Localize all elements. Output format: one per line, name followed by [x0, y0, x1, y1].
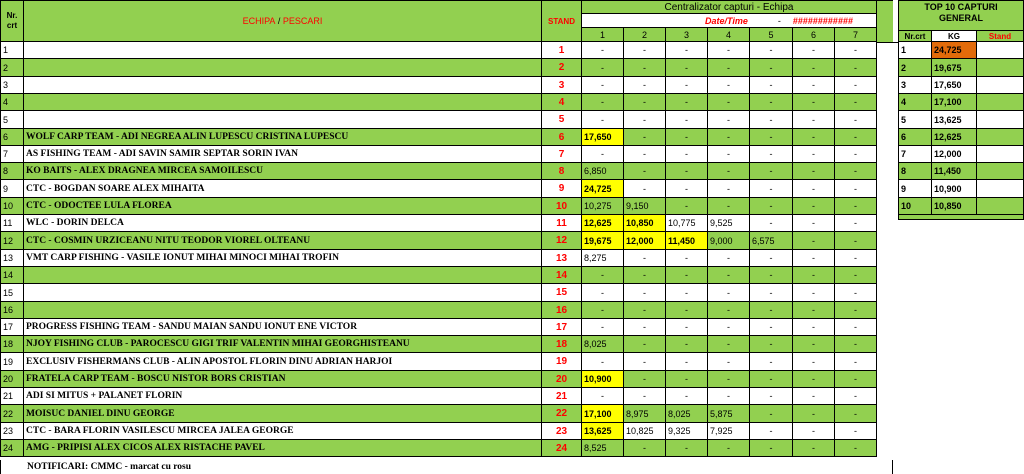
- row-4-catch-5: -: [750, 94, 793, 111]
- row-10-catch-5: -: [750, 198, 793, 215]
- row-24-catch-2: -: [624, 440, 666, 457]
- top10-row-9-stand: [977, 180, 1024, 198]
- row-20-catch-4: -: [708, 371, 750, 388]
- notice-row: [0, 460, 893, 474]
- row-19-nr: 19: [0, 353, 24, 371]
- row-15-catch-3: -: [666, 284, 708, 302]
- row-2-catch-5: -: [750, 59, 793, 77]
- row-18-nr: 18: [0, 336, 24, 353]
- column-header-2: 2: [624, 28, 666, 42]
- row-2-catch-3: -: [666, 59, 708, 77]
- row-17-catch-2: -: [624, 319, 666, 336]
- row-6-catch-4: -: [708, 129, 750, 146]
- row-9-catch-1: 24,725: [582, 180, 624, 198]
- row-15-nr: 15: [0, 284, 24, 302]
- row-3-catch-4: -: [708, 77, 750, 94]
- row-9-catch-7: -: [835, 180, 877, 198]
- row-12-catch-4: 9,000: [708, 232, 750, 250]
- row-18-catch-1: 8,025: [582, 336, 624, 353]
- row-9-catch-5: -: [750, 180, 793, 198]
- row-2-catch-4: -: [708, 59, 750, 77]
- row-22-stand: 22: [542, 405, 582, 423]
- row-10-catch-4: -: [708, 198, 750, 215]
- row-15-catch-4: -: [708, 284, 750, 302]
- row-17-catch-1: -: [582, 319, 624, 336]
- row-7-catch-6: -: [793, 146, 835, 163]
- row-4-stand: 4: [542, 94, 582, 111]
- row-11-nr: 11: [0, 215, 24, 232]
- row-2-catch-7: -: [835, 59, 877, 77]
- row-8-catch-7: -: [835, 163, 877, 180]
- top10-col-kg: KG: [932, 30, 977, 42]
- row-13-catch-6: -: [793, 250, 835, 267]
- row-20-team: FRATELA CARP TEAM - BOSCU NISTOR BORS CRISTIAN: [24, 371, 542, 388]
- row-14-team: [24, 267, 542, 284]
- column-header-1: 1: [582, 28, 624, 42]
- row-3-catch-3: -: [666, 77, 708, 94]
- top10-title-line1: TOP 10 CAPTURI: [924, 2, 998, 12]
- row-4-catch-4: -: [708, 94, 750, 111]
- row-23-catch-3: 9,325: [666, 423, 708, 440]
- row-22-catch-6: -: [793, 405, 835, 423]
- header-date-label: Date/Time: [705, 15, 748, 26]
- row-7-catch-7: -: [835, 146, 877, 163]
- row-17-catch-7: -: [835, 319, 877, 336]
- row-3-catch-7: -: [835, 77, 877, 94]
- row-1-catch-3: -: [666, 42, 708, 59]
- row-10-catch-1: 10,275: [582, 198, 624, 215]
- column-header-7: 7: [835, 28, 877, 42]
- row-22-catch-2: 8,975: [624, 405, 666, 423]
- row-16-nr: 16: [0, 302, 24, 319]
- header-team: [24, 0, 542, 42]
- row-13-catch-2: -: [624, 250, 666, 267]
- row-12-catch-5: 6,575: [750, 232, 793, 250]
- row-13-catch-5: -: [750, 250, 793, 267]
- row-4-nr: 4: [0, 94, 24, 111]
- row-11-catch-4: 9,525: [708, 215, 750, 232]
- top10-connector-line: [877, 42, 898, 43]
- row-10-team: CTC - ODOCTEE LULA FLOREA: [24, 198, 542, 215]
- row-9-catch-2: -: [624, 180, 666, 198]
- row-14-stand: 14: [542, 267, 582, 284]
- row-4-catch-2: -: [624, 94, 666, 111]
- row-17-catch-4: -: [708, 319, 750, 336]
- top10-row-3-kg: 17,650: [932, 77, 977, 94]
- top10-row-2-stand: [977, 59, 1024, 77]
- row-7-catch-4: -: [708, 146, 750, 163]
- top10-row-7-nr: 7: [898, 146, 932, 163]
- row-20-catch-5: -: [750, 371, 793, 388]
- row-6-catch-5: -: [750, 129, 793, 146]
- row-21-catch-2: -: [624, 388, 666, 405]
- row-23-catch-6: -: [793, 423, 835, 440]
- header-team-sep: /: [275, 16, 283, 26]
- row-5-catch-6: -: [793, 111, 835, 129]
- row-4-catch-7: -: [835, 94, 877, 111]
- row-19-catch-4: -: [708, 353, 750, 371]
- row-16-catch-1: -: [582, 302, 624, 319]
- row-12-catch-1: 19,675: [582, 232, 624, 250]
- row-17-catch-5: -: [750, 319, 793, 336]
- row-8-catch-1: 6,850: [582, 163, 624, 180]
- row-1-catch-7: -: [835, 42, 877, 59]
- top10-row-8-nr: 8: [898, 163, 932, 180]
- row-5-catch-1: -: [582, 111, 624, 129]
- row-19-catch-6: -: [793, 353, 835, 371]
- row-12-catch-6: -: [793, 232, 835, 250]
- row-8-team: KO BAITS - ALEX DRAGNEA MIRCEA SAMOILESCU: [24, 163, 542, 180]
- row-11-catch-2: 10,850: [624, 215, 666, 232]
- row-10-catch-6: -: [793, 198, 835, 215]
- row-2-catch-2: -: [624, 59, 666, 77]
- row-19-catch-1: -: [582, 353, 624, 371]
- row-16-stand: 16: [542, 302, 582, 319]
- row-16-catch-7: -: [835, 302, 877, 319]
- row-8-catch-2: -: [624, 163, 666, 180]
- row-9-catch-6: -: [793, 180, 835, 198]
- row-7-catch-3: -: [666, 146, 708, 163]
- top10-row-9-kg: 10,900: [932, 180, 977, 198]
- row-14-nr: 14: [0, 267, 24, 284]
- row-13-catch-7: -: [835, 250, 877, 267]
- row-18-catch-2: -: [624, 336, 666, 353]
- row-12-team: CTC - COSMIN URZICEANU NITU TEODOR VIOREL OLTEANU: [24, 232, 542, 250]
- column-header-4: 4: [708, 28, 750, 42]
- row-18-catch-3: -: [666, 336, 708, 353]
- row-21-catch-7: -: [835, 388, 877, 405]
- row-8-catch-3: -: [666, 163, 708, 180]
- row-15-catch-5: -: [750, 284, 793, 302]
- top10-row-6-stand: [977, 129, 1024, 146]
- row-21-stand: 21: [542, 388, 582, 405]
- row-15-catch-1: -: [582, 284, 624, 302]
- row-23-catch-1: 13,625: [582, 423, 624, 440]
- row-16-catch-3: -: [666, 302, 708, 319]
- row-6-catch-6: -: [793, 129, 835, 146]
- row-11-catch-6: -: [793, 215, 835, 232]
- row-23-stand: 23: [542, 423, 582, 440]
- row-11-catch-1: 12,625: [582, 215, 624, 232]
- row-24-catch-1: 8,525: [582, 440, 624, 457]
- row-24-stand: 24: [542, 440, 582, 457]
- top10-row-2-nr: 2: [898, 59, 932, 77]
- row-6-catch-7: -: [835, 129, 877, 146]
- row-21-catch-5: -: [750, 388, 793, 405]
- top10-row-9-nr: 9: [898, 180, 932, 198]
- row-7-stand: 7: [542, 146, 582, 163]
- row-9-stand: 9: [542, 180, 582, 198]
- top10-row-10-nr: 10: [898, 198, 932, 215]
- row-1-catch-5: -: [750, 42, 793, 59]
- row-13-stand: 13: [542, 250, 582, 267]
- header-date-sep: -: [777, 15, 781, 26]
- row-10-stand: 10: [542, 198, 582, 215]
- row-7-catch-5: -: [750, 146, 793, 163]
- row-15-catch-6: -: [793, 284, 835, 302]
- row-6-stand: 6: [542, 129, 582, 146]
- row-21-nr: 21: [0, 388, 24, 405]
- header-nr-crt: Nr. crt: [0, 0, 24, 42]
- row-6-catch-3: -: [666, 129, 708, 146]
- top10-row-4-stand: [977, 94, 1024, 111]
- row-21-catch-1: -: [582, 388, 624, 405]
- row-9-nr: 9: [0, 180, 24, 198]
- header-team-pescari: PESCARI: [282, 16, 323, 26]
- row-9-catch-3: -: [666, 180, 708, 198]
- row-18-catch-7: -: [835, 336, 877, 353]
- row-22-catch-4: 5,875: [708, 405, 750, 423]
- row-12-catch-3: 11,450: [666, 232, 708, 250]
- row-2-catch-6: -: [793, 59, 835, 77]
- top10-row-4-nr: 4: [898, 94, 932, 111]
- top10-row-10-kg: 10,850: [932, 198, 977, 215]
- row-23-nr: 23: [0, 423, 24, 440]
- row-23-team: CTC - BARA FLORIN VASILESCU MIRCEA JALEA GEORGE: [24, 423, 542, 440]
- row-23-catch-2: 10,825: [624, 423, 666, 440]
- row-14-catch-7: -: [835, 267, 877, 284]
- row-22-nr: 22: [0, 405, 24, 423]
- row-20-catch-7: -: [835, 371, 877, 388]
- row-6-catch-2: -: [624, 129, 666, 146]
- top10-row-3-nr: 3: [898, 77, 932, 94]
- row-6-catch-1: 17,650: [582, 129, 624, 146]
- header-stand: STAND: [542, 0, 582, 42]
- row-15-team: [24, 284, 542, 302]
- row-18-team: NJOY FISHING CLUB - PAROCESCU GIGI TRIF VALENTIN MIHAI GEORGHISTEANU: [24, 336, 542, 353]
- row-15-catch-2: -: [624, 284, 666, 302]
- row-8-catch-6: -: [793, 163, 835, 180]
- row-5-catch-5: -: [750, 111, 793, 129]
- row-2-stand: 2: [542, 59, 582, 77]
- top10-row-7-stand: [977, 146, 1024, 163]
- top10-row-5-kg: 13,625: [932, 111, 977, 129]
- top10-row-8-kg: 11,450: [932, 163, 977, 180]
- row-4-team: [24, 94, 542, 111]
- row-14-catch-1: -: [582, 267, 624, 284]
- row-2-nr: 2: [0, 59, 24, 77]
- row-14-catch-2: -: [624, 267, 666, 284]
- row-24-nr: 24: [0, 440, 24, 457]
- top10-row-7-kg: 12,000: [932, 146, 977, 163]
- row-5-catch-4: -: [708, 111, 750, 129]
- row-7-catch-2: -: [624, 146, 666, 163]
- row-1-catch-6: -: [793, 42, 835, 59]
- row-14-catch-6: -: [793, 267, 835, 284]
- row-12-catch-7: -: [835, 232, 877, 250]
- row-16-catch-6: -: [793, 302, 835, 319]
- row-14-catch-3: -: [666, 267, 708, 284]
- row-12-stand: 12: [542, 232, 582, 250]
- row-23-catch-5: -: [750, 423, 793, 440]
- row-16-catch-4: -: [708, 302, 750, 319]
- row-22-catch-3: 8,025: [666, 405, 708, 423]
- column-header-6: 6: [793, 28, 835, 42]
- row-21-catch-3: -: [666, 388, 708, 405]
- row-20-catch-3: -: [666, 371, 708, 388]
- row-19-team: EXCLUSIV FISHERMANS CLUB - ALIN APOSTOL FLORIN DINU ADRIAN HARJOI: [24, 353, 542, 371]
- row-14-catch-4: -: [708, 267, 750, 284]
- top10-row-1-stand: [977, 42, 1024, 59]
- row-12-catch-2: 12,000: [624, 232, 666, 250]
- row-20-stand: 20: [542, 371, 582, 388]
- top10-row-2-kg: 19,675: [932, 59, 977, 77]
- row-16-catch-5: -: [750, 302, 793, 319]
- row-5-stand: 5: [542, 111, 582, 129]
- row-24-catch-7: -: [835, 440, 877, 457]
- row-18-stand: 18: [542, 336, 582, 353]
- row-1-stand: 1: [542, 42, 582, 59]
- row-15-catch-7: -: [835, 284, 877, 302]
- top10-row-1-kg: 24,725: [932, 42, 977, 59]
- row-10-catch-2: 9,150: [624, 198, 666, 215]
- column-header-3: 3: [666, 28, 708, 42]
- row-11-team: WLC - DORIN DELCA: [24, 215, 542, 232]
- top10-row-10-stand: [977, 198, 1024, 215]
- notice-text: NOTIFICARI: CMMC - marcat cu rosu: [27, 462, 192, 472]
- row-1-team: [24, 42, 542, 59]
- row-11-stand: 11: [542, 215, 582, 232]
- row-21-catch-4: -: [708, 388, 750, 405]
- row-7-nr: 7: [0, 146, 24, 163]
- row-1-catch-2: -: [624, 42, 666, 59]
- row-2-catch-1: -: [582, 59, 624, 77]
- row-9-catch-4: -: [708, 180, 750, 198]
- top10-row-1-nr: 1: [898, 42, 932, 59]
- row-7-team: AS FISHING TEAM - ADI SAVIN SAMIR SEPTAR SORIN IVAN: [24, 146, 542, 163]
- row-19-stand: 19: [542, 353, 582, 371]
- row-4-catch-6: -: [793, 94, 835, 111]
- row-1-nr: 1: [0, 42, 24, 59]
- top10-row-5-stand: [977, 111, 1024, 129]
- top10-row-6-kg: 12,625: [932, 129, 977, 146]
- header-date-value: ############: [792, 15, 853, 26]
- row-3-catch-6: -: [793, 77, 835, 94]
- row-13-team: VMT CARP FISHING - VASILE IONUT MIHAI MINOCI MIHAI TROFIN: [24, 250, 542, 267]
- header-centralizator: Centralizator capturi - Echipa: [582, 0, 877, 14]
- row-1-catch-4: -: [708, 42, 750, 59]
- row-21-catch-6: -: [793, 388, 835, 405]
- row-24-team: AMG - PRIPISI ALEX CICOS ALEX RISTACHE PAVEL: [24, 440, 542, 457]
- row-9-team: CTC - BOGDAN SOARE ALEX MIHAITA: [24, 180, 542, 198]
- row-20-catch-2: -: [624, 371, 666, 388]
- row-3-team: [24, 77, 542, 94]
- row-10-catch-7: -: [835, 198, 877, 215]
- row-8-nr: 8: [0, 163, 24, 180]
- row-16-team: [24, 302, 542, 319]
- row-18-catch-4: -: [708, 336, 750, 353]
- row-24-catch-4: -: [708, 440, 750, 457]
- top10-title: [898, 2, 1024, 30]
- row-18-catch-5: -: [750, 336, 793, 353]
- row-5-nr: 5: [0, 111, 24, 129]
- row-6-nr: 6: [0, 129, 24, 146]
- row-11-catch-5: -: [750, 215, 793, 232]
- row-24-catch-3: -: [666, 440, 708, 457]
- top10-row-8-stand: [977, 163, 1024, 180]
- header-date-row: [582, 14, 877, 28]
- row-10-nr: 10: [0, 198, 24, 215]
- row-20-catch-1: 10,900: [582, 371, 624, 388]
- row-22-catch-1: 17,100: [582, 405, 624, 423]
- row-5-catch-7: -: [835, 111, 877, 129]
- row-3-catch-1: -: [582, 77, 624, 94]
- row-8-stand: 8: [542, 163, 582, 180]
- row-5-catch-3: -: [666, 111, 708, 129]
- row-2-team: [24, 59, 542, 77]
- row-19-catch-7: -: [835, 353, 877, 371]
- top10-col-nr: Nr.crt: [898, 30, 932, 42]
- row-21-team: ADI SI MITUS + PALANET FLORIN: [24, 388, 542, 405]
- row-11-catch-7: -: [835, 215, 877, 232]
- top10-title-line2: GENERAL: [938, 13, 983, 23]
- row-8-catch-5: -: [750, 163, 793, 180]
- row-13-nr: 13: [0, 250, 24, 267]
- row-8-catch-4: -: [708, 163, 750, 180]
- row-17-team: PROGRESS FISHING TEAM - SANDU MAIAN SANDU IONUT ENE VICTOR: [24, 319, 542, 336]
- row-23-catch-7: -: [835, 423, 877, 440]
- row-13-catch-1: 8,275: [582, 250, 624, 267]
- row-3-stand: 3: [542, 77, 582, 94]
- row-5-team: [24, 111, 542, 129]
- row-3-catch-2: -: [624, 77, 666, 94]
- row-4-catch-3: -: [666, 94, 708, 111]
- row-3-catch-5: -: [750, 77, 793, 94]
- row-18-catch-6: -: [793, 336, 835, 353]
- row-24-catch-6: -: [793, 440, 835, 457]
- row-20-catch-6: -: [793, 371, 835, 388]
- row-1-catch-1: -: [582, 42, 624, 59]
- row-3-nr: 3: [0, 77, 24, 94]
- row-14-catch-5: -: [750, 267, 793, 284]
- top10-row-5-nr: 5: [898, 111, 932, 129]
- top10-col-stand: Stand: [977, 30, 1024, 42]
- row-13-catch-3: -: [666, 250, 708, 267]
- top10-row-4-kg: 17,100: [932, 94, 977, 111]
- row-17-catch-3: -: [666, 319, 708, 336]
- row-11-catch-3: 10,775: [666, 215, 708, 232]
- row-13-catch-4: -: [708, 250, 750, 267]
- row-17-catch-6: -: [793, 319, 835, 336]
- row-6-team: WOLF CARP TEAM - ADI NEGREA ALIN LUPESCU CRISTINA LUPESCU: [24, 129, 542, 146]
- top10-row-3-stand: [977, 77, 1024, 94]
- row-20-nr: 20: [0, 371, 24, 388]
- row-17-stand: 17: [542, 319, 582, 336]
- row-12-nr: 12: [0, 232, 24, 250]
- row-19-catch-3: -: [666, 353, 708, 371]
- top10-row-6-nr: 6: [898, 129, 932, 146]
- header-team-echipa: ECHIPA: [242, 16, 276, 26]
- row-16-catch-2: -: [624, 302, 666, 319]
- row-17-nr: 17: [0, 319, 24, 336]
- row-7-catch-1: -: [582, 146, 624, 163]
- row-5-catch-2: -: [624, 111, 666, 129]
- row-22-catch-7: -: [835, 405, 877, 423]
- row-4-catch-1: -: [582, 94, 624, 111]
- row-19-catch-5: -: [750, 353, 793, 371]
- row-22-catch-5: -: [750, 405, 793, 423]
- row-15-stand: 15: [542, 284, 582, 302]
- row-22-team: MOISUC DANIEL DINU GEORGE: [24, 405, 542, 423]
- row-24-catch-5: -: [750, 440, 793, 457]
- row-10-catch-3: -: [666, 198, 708, 215]
- column-header-5: 5: [750, 28, 793, 42]
- row-19-catch-2: -: [624, 353, 666, 371]
- row-23-catch-4: 7,925: [708, 423, 750, 440]
